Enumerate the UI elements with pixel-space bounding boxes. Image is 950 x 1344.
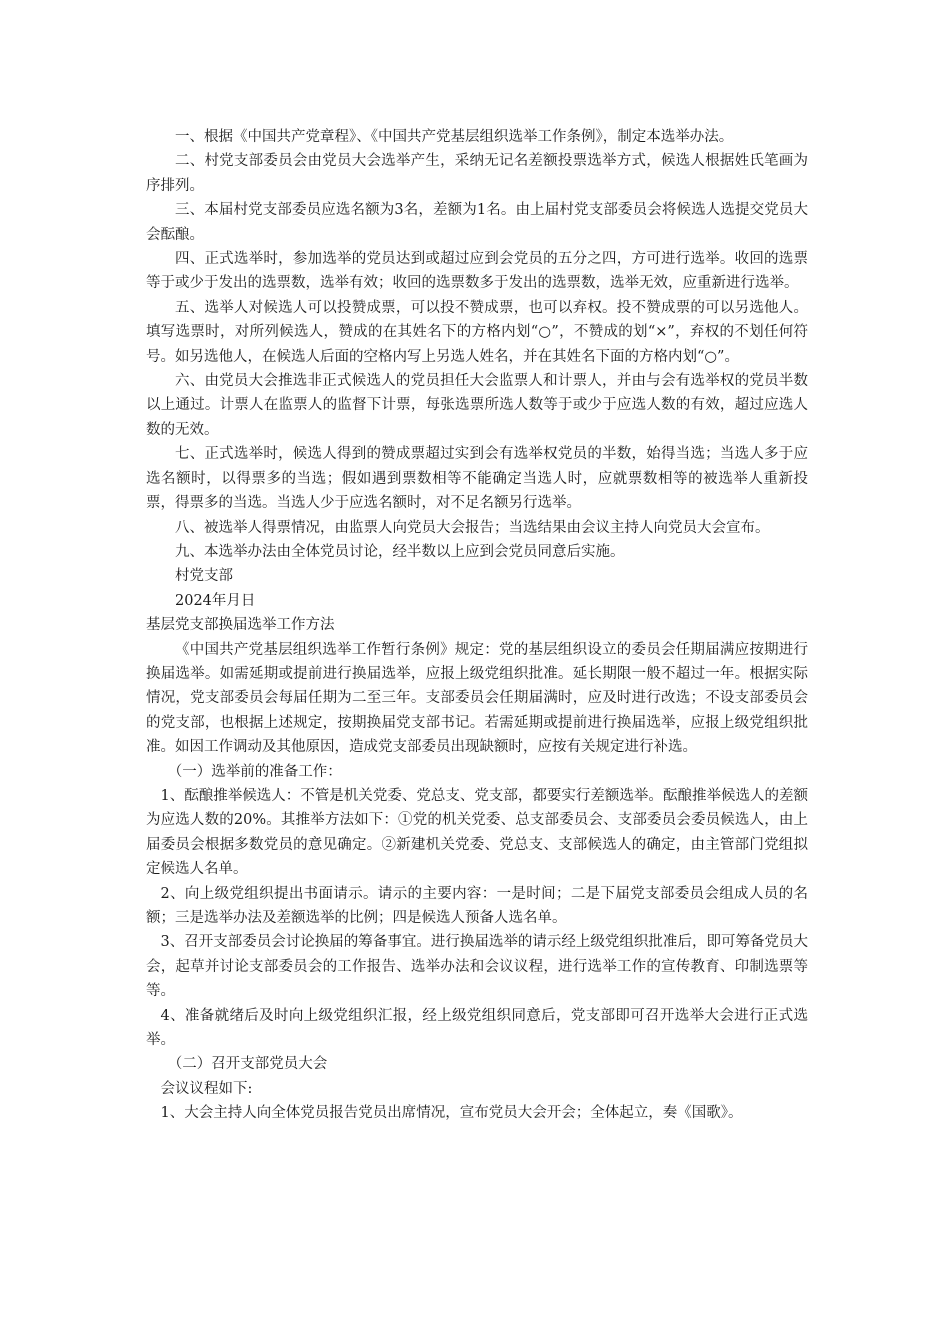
- rule-4: 四、正式选举时，参加选举的党员达到或超过应到会党员的五分之四，方可进行选举。收回的选票等于或少于发出的选票数，选举有效；收回的选票数多于发出的选票数，选举无效，应重新进行选举。: [146, 251, 808, 292]
- rule-9: 九、本选举办法由全体党员讨论，经半数以上应到会党员同意后实施。: [175, 543, 625, 560]
- section-title: 基层党支部换届选举工作方法: [146, 617, 335, 634]
- agenda-item-1: 1、大会主持人向全体党员报告党员出席情况，宣布党员大会开会；全体起立，奏《国歌》。: [160, 1105, 743, 1122]
- intro-paragraph: 《中国共产党基层组织选举工作暂行条例》规定：党的基层组织设立的委员会任期届满应按期进行换届选举。如需延期或提前进行换届选举，应报上级党组织批准。延长期限一般不超过一年。根据实际情况，党支部委员会每届任期为二至三年。支部委员会任期届满时，应及时进行改选；不设支部委员会的党支部，也根据上述规定，按期换届党支部书记。若需延期或提前进行换届选举，应报上级党组织批准。如因工作调动及其他原因，造成党支部委员出现缺额时，应按有关规定进行补选。: [146, 641, 808, 756]
- heading-preparation: （一）选举前的准备工作：: [167, 763, 342, 780]
- rule-1: 一、根据《中国共产党章程》、《中国共产党基层组织选举工作条例》，制定本选举办法。: [175, 129, 734, 145]
- heading-meeting: （二）召开支部党员大会: [167, 1056, 328, 1073]
- rule-3: 三、本届村党支部委员应选名额为3名，差额为1名。由上届村党支部委员会将候选人选提交党员大会酝酿。: [146, 202, 808, 243]
- rule-7: 七、正式选举时，候选人得到的赞成票超过实到会有选举权党员的半数，始得当选；当选人多于应选名额时，以得票多的当选；假如遇到票数相等不能确定当选人时，应就票数相等的被选举人重新投票，得票多的当选。当选人少于应选名额时，对不足名额另行选举。: [146, 446, 808, 512]
- document-body: [146, 125, 808, 1126]
- signature: 村党支部: [175, 568, 233, 585]
- agenda-title: 会议议程如下:: [160, 1080, 253, 1097]
- prep-item-4: 4、准备就绪后及时向上级党组织汇报，经上级党组织同意后，党支部即可召开选举大会进行正式选举。: [146, 1007, 808, 1049]
- prep-item-2: 2、向上级党组织提出书面请示。请示的主要内容：一是时间；二是下届党支部委员会组成人员的名额；三是选举办法及差额选举的比例；四是候选人预备人选名单。: [146, 885, 808, 926]
- rule-6: 六、由党员大会推选非正式候选人的党员担任大会监票人和计票人，并由与会有选举权的党员半数以上通过。计票人在监票人的监督下计票，每张选票所选人数等于或少于应选人数的有效，超过应选人数的无效。: [146, 373, 808, 438]
- prep-item-3: 3、召开支部委员会讨论换届的筹备事宜。进行换届选举的请示经上级党组织批准后，即可筹备党员大会，起草并讨论支部委员会的工作报告、选举办法和会议议程，进行选举工作的宣传教育、印制选票等等。: [146, 934, 808, 1000]
- rule-2: 二、村党支部委员会由党员大会选举产生，采纳无记名差额投票选举方式，候选人根据姓氏笔画为序排列。: [146, 153, 808, 194]
- rule-8: 八、被选举人得票情况，由监票人向党员大会报告；当选结果由会议主持人向党员大会宣布。: [175, 519, 770, 536]
- date: 2024年月日: [175, 592, 256, 609]
- prep-item-1: 1、酝酿推举候选人：不管是机关党委、党总支、党支部，都要实行差额选举。酝酿推举候选人的差额为应选人数的20%。其推举方法如下：①党的机关党委、总支部委员会、支部委员会委员候选人，由上届委员会根据多数党员的意见确定。②新建机关党委、党总支、支部候选人的确定，由主管部门党组拟定候选人名单。: [146, 787, 808, 878]
- rule-5: 五、选举人对候选人可以投赞成票，可以投不赞成票，也可以弃权。投不赞成票的可以另选他人。填写选票时，对所列候选人，赞成的在其姓名下的方格内划“○”，不赞成的划“×”，弃权的不划任何符号。如另选他人，在候选人后面的空格内写上另选人姓名，并在其姓名下面的方格内划“○”。: [146, 299, 808, 365]
